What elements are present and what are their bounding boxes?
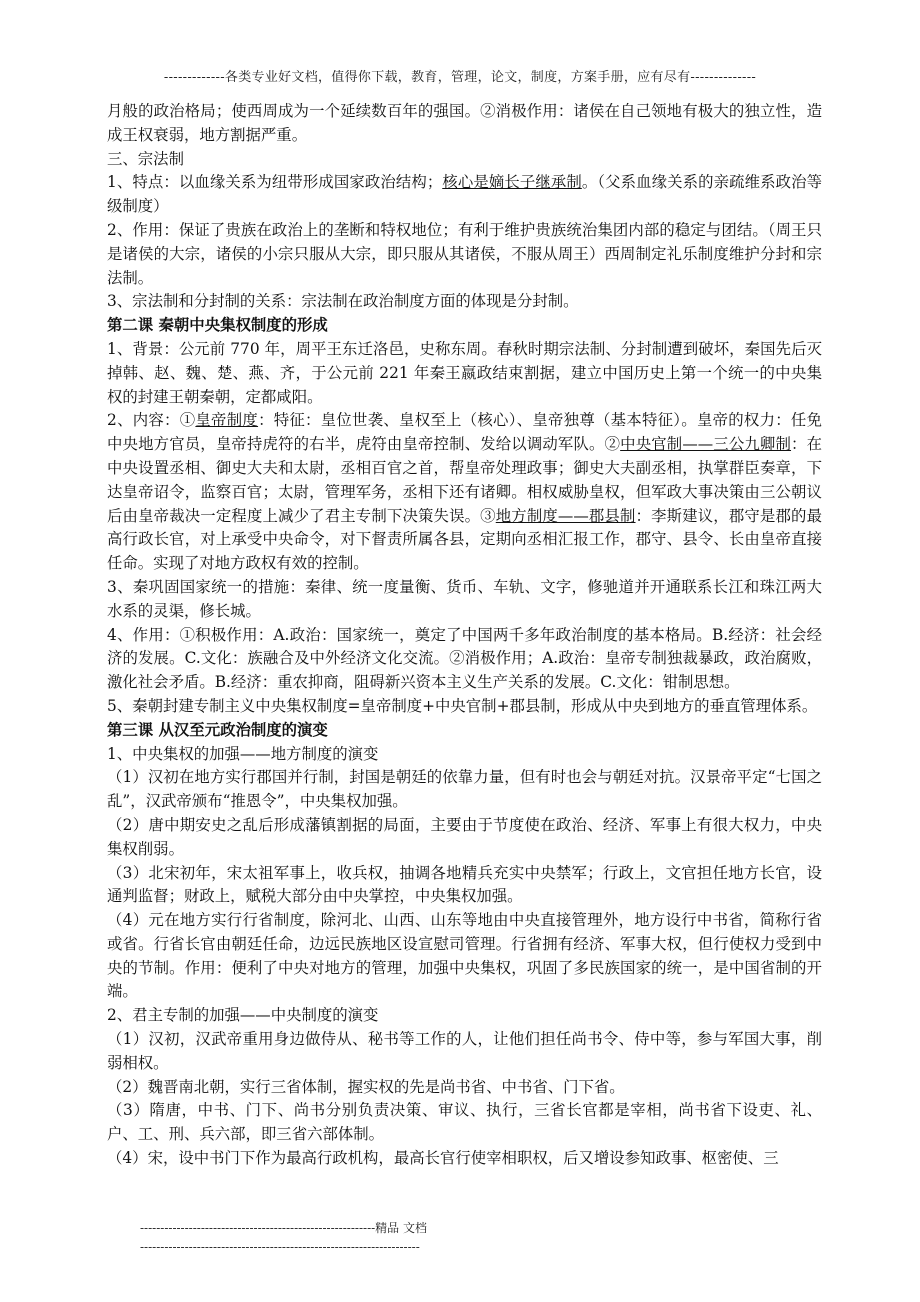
paragraph xyxy=(107,909,822,1004)
underlined-term: 中央官制——三公九卿制 xyxy=(620,435,792,454)
text-run: 三、宗法制 xyxy=(107,149,184,168)
underlined-term: 核心是嫡长子继承制 xyxy=(442,173,582,192)
paragraph xyxy=(107,1147,822,1171)
text-run: 1、背景：公元前 770 年，周平王东迁洛邑，史称东周。春秋时期宗法制、分封制遭到破坏，秦国先后灭掉韩、赵、魏、楚、燕、齐，于公元前 221 年秦王嬴政结束割据，建立中国历史上第一个统一的中央集权的封建王朝秦朝，定都咸阳。 xyxy=(107,339,822,406)
paragraph xyxy=(107,219,822,290)
text-run: 。（父系血缘关系的亲疏维系政治等级制度） xyxy=(107,173,822,216)
page-header: -------------各类专业好文档，值得你下载，教育，管理，论文，制度，方案手册，应有尽有-------------- xyxy=(163,70,757,85)
text-run: 2、内容：① xyxy=(107,411,196,430)
footer-line-2: --------------------------------------------------------------------- xyxy=(140,1240,420,1254)
text-run: 1、中央集权的加强——地方制度的演变 xyxy=(107,744,379,763)
paragraph xyxy=(107,743,822,767)
paragraph xyxy=(107,1028,822,1076)
text-run: （4）宋，设中书门下作为最高行政机构，最高长官行使宰相职权，后又增设参知政事、枢密使、三 xyxy=(107,1149,779,1168)
paragraph xyxy=(107,148,822,172)
paragraph xyxy=(107,814,822,862)
text-run: 第三课 从汉至元政治制度的演变 xyxy=(107,720,328,739)
footer-line-1: ----------------------------------------------------------精品 文档 xyxy=(140,1221,427,1235)
paragraph xyxy=(107,862,822,910)
text-run: 5、秦朝封建专制主义中央集权制度=皇帝制度+中央官制+郡县制，形成从中央到地方的垂直管理体系。 xyxy=(107,696,818,715)
text-run: （1）汉初在地方实行郡国并行制，封国是朝廷的依靠力量，但有时也会与朝廷对抗。汉景帝平定“七国之乱”，汉武帝颁布“推恩令”，中央集权加强。 xyxy=(107,768,822,811)
paragraph xyxy=(107,576,822,624)
paragraph xyxy=(107,171,822,219)
text-run: 3、宗法制和分封制的关系：宗法制在政治制度方面的体现是分封制。 xyxy=(107,292,579,311)
paragraph xyxy=(107,1076,822,1100)
text-run: ：在中央设置丞相、御史大夫和太尉，丞相百官之首，帮皇帝处理政事；御史大夫副丞相，执掌群臣奏章，下达皇帝诏令，监察百官；太尉，管理军务，丞相下还有诸卿。相权威胁皇权，但军政大事决策由三公朝议后由皇帝裁决一定程度上减少了君主专制下决策失误。③ xyxy=(107,435,822,525)
paragraph xyxy=(107,409,822,576)
paragraph xyxy=(107,766,822,814)
text-run: 2、君主专制的加强——中央制度的演变 xyxy=(107,1006,379,1025)
section-heading xyxy=(107,719,822,743)
text-run: （1）汉初，汉武帝重用身边做侍从、秘书等工作的人，让他们担任尚书令、侍中等，参与军国大事，削弱相权。 xyxy=(107,1030,822,1072)
paragraph xyxy=(107,1004,822,1028)
text-run: （3）北宋初年，宋太祖军事上，收兵权，抽调各地精兵充实中央禁军；行政上，文官担任地方长官，设通判监督；财政上，赋税大部分由中央掌控，中央集权加强。 xyxy=(107,863,822,906)
section-heading xyxy=(107,314,822,338)
text-run: 2、作用：保证了贵族在政治上的垄断和特权地位；有利于维护贵族统治集团内部的稳定与团结。（周王只是诸侯的大宗，诸侯的小宗只服从大宗，即只服从其诸侯，不服从周王）西周制定礼乐制度维护分封和宗法制。 xyxy=(107,220,822,287)
paragraph xyxy=(107,338,822,409)
text-run: （2）唐中期安史之乱后形成藩镇割据的局面，主要由于节度使在政治、经济、军事上有很大权力，中央集权削弱。 xyxy=(107,815,822,858)
page-footer xyxy=(140,1219,427,1257)
paragraph xyxy=(107,1099,822,1147)
text-run: 月般的政治格局；使西周成为一个延续数百年的强国。②消极作用：诸侯在自己领地有极大的独立性，造成王权衰弱，地方割据严重。 xyxy=(107,102,822,144)
paragraph xyxy=(107,695,822,719)
underlined-term: 皇帝制度 xyxy=(195,411,259,430)
underlined-term: 地方制度——郡县制 xyxy=(495,506,636,525)
text-run: 3、秦巩固国家统一的措施：秦律、统一度量衡、货币、车轨、文字，修驰道并开通联系长江和珠江两大水系的灵渠，修长城。 xyxy=(107,577,822,620)
text-run: 1、特点：以血缘关系为纽带形成国家政治结构； xyxy=(107,173,443,192)
document-body xyxy=(107,100,822,1171)
paragraph xyxy=(107,624,822,695)
text-run: ：李斯建议，郡守是郡的最高行政长官，对上承受中央命令，对下督责所属各县，定期向丞相汇报工作，郡守、县令、长由皇帝直接任命。实现了对地方政权有效的控制。 xyxy=(107,506,822,573)
text-run: 4、作用：①积极作用：A.政治：国家统一，奠定了中国两千多年政治制度的基本格局。B.经济：社会经济的发展。C.文化：族融合及中外经济文化交流。②消极作用；A.政治：皇帝专制独裁暴政，政治腐败，激化社会矛盾。B.经济：重农抑商，阻碍新兴资本主义生产关系的发展。C.文化：钳制思想。 xyxy=(107,625,822,692)
text-run: （4）元在地方实行行省制度，除河北、山西、山东等地由中央直接管理外，地方设行中书省，简称行省或省。行省长官由朝廷任命，边远民族地区设宣慰司管理。行省拥有经济、军事大权，但行使权力受到中央的节制。作用：便利了中央对地方的管理，加强中央集权，巩固了多民族国家的统一，是中国省制的开端。 xyxy=(107,911,822,1001)
text-run: 第二课 秦朝中央集权制度的形成 xyxy=(107,316,328,335)
paragraph xyxy=(107,100,822,148)
paragraph xyxy=(107,290,822,314)
text-run: （3）隋唐，中书、门下、尚书分别负责决策、审议、执行，三省长官都是宰相，尚书省下设吏、礼、户、工、刑、兵六部，即三省六部体制。 xyxy=(107,1101,822,1144)
text-run: ：特征：皇位世袭、皇权至上（核心）、皇帝独尊（基本特征）。皇帝的权力：任免中央地方官员，皇帝持虎符的右半，虎符由皇帝控制、发给以调动军队。② xyxy=(107,411,822,454)
text-run: （2）魏晋南北朝，实行三省体制，握实权的先是尚书省、中书省、门下省。 xyxy=(107,1077,625,1096)
